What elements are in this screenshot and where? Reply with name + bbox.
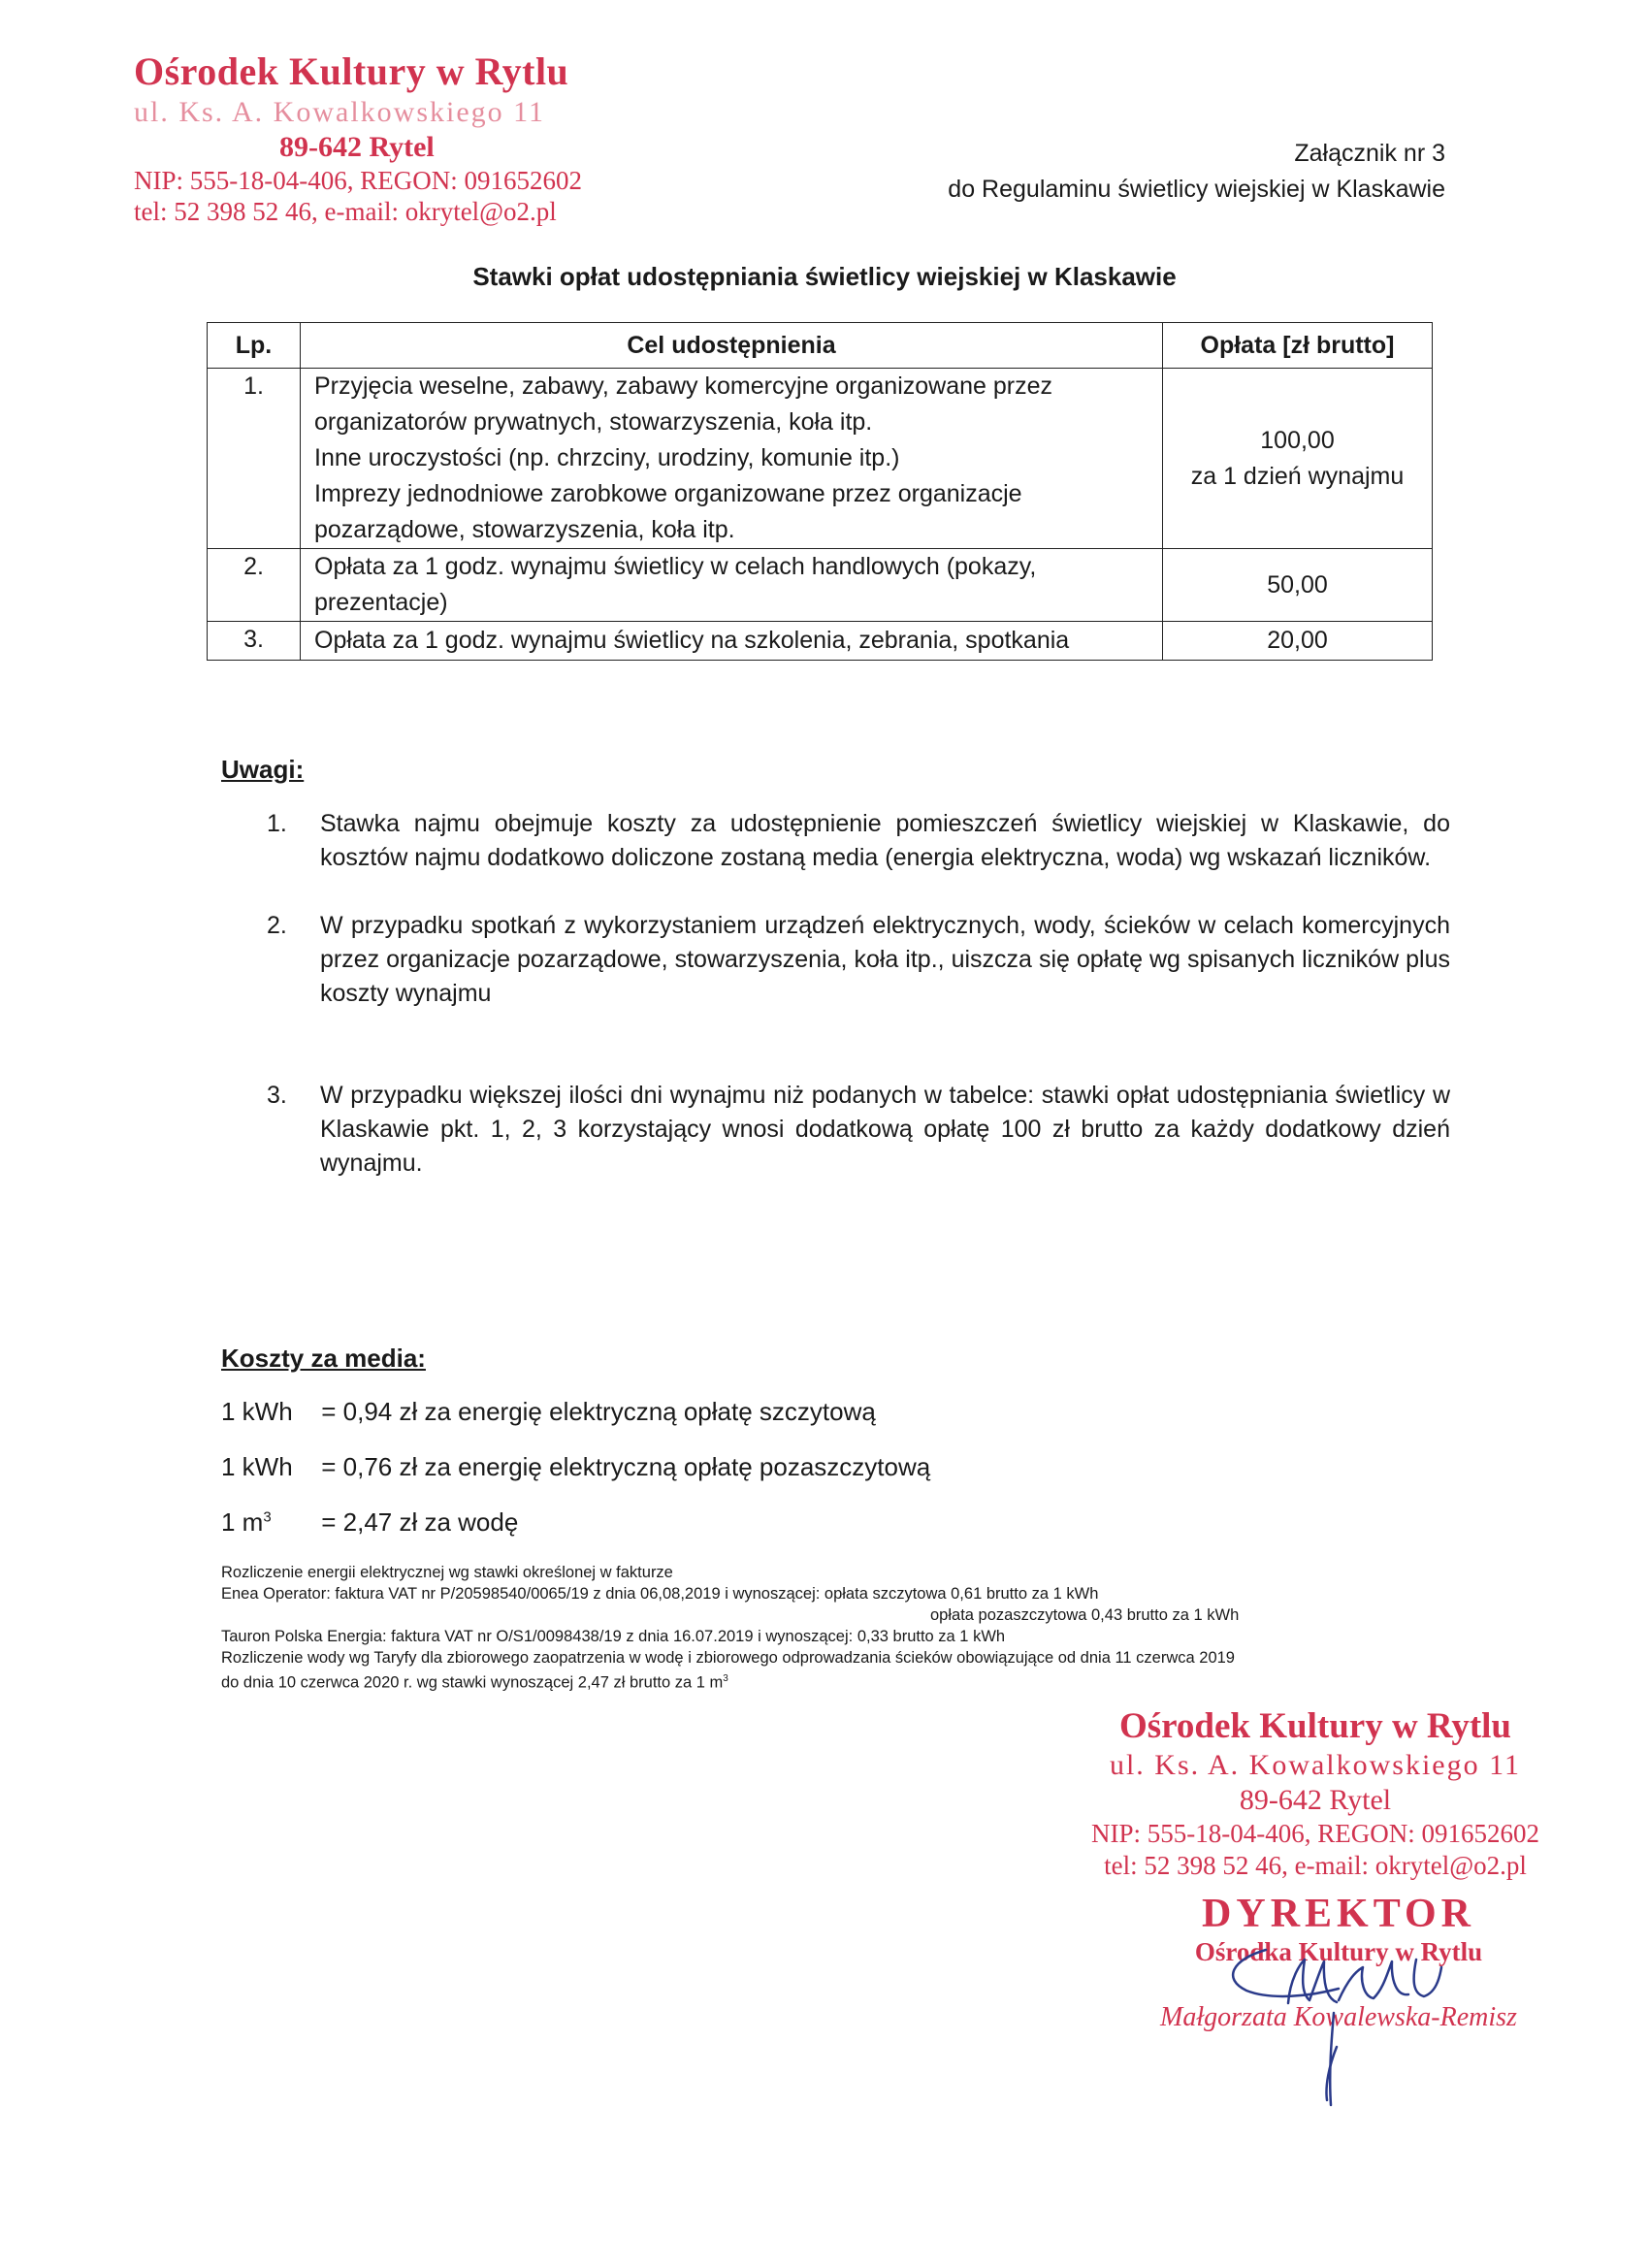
stamp-bottom: [1063, 1705, 1568, 1881]
billing-line: Enea Operator: faktura VAT nr P/20598540/0065/19 z dnia 06,08,2019 i wynoszącej: opłata szczytowa 0,61 brutto za 1 kWh: [221, 1585, 1099, 1603]
note-number: 3.: [267, 1082, 287, 1109]
media-value: = 0,76 zł za energię elektryczną opłatę pozaszczytową: [321, 1452, 931, 1481]
row-fee: 20,00: [1163, 622, 1433, 661]
note-item: [267, 807, 1450, 875]
billing-line: Rozliczenie wody wg Taryfy dla zbiorowego zaopatrzenia w wodę i zbiorowego odprowadzania ścieków obowiązujące od dnia 11 czerwca 2019: [221, 1649, 1235, 1667]
billing-line: Tauron Polska Energia: faktura VAT nr O/S1/0098438/19 z dnia 16.07.2019 i wynoszącej: 0,33 brutto za 1 kWh: [221, 1628, 1006, 1645]
rates-table: [207, 322, 1433, 661]
purpose-line: Imprezy jednodniowe zarobkowe organizowane przez organizacje pozarządowe, stowarzyszenia, koła itp.: [314, 480, 1022, 543]
billing-line: opłata pozaszczytowa 0,43 brutto za 1 kWh: [930, 1606, 1240, 1624]
stamp-top-line1: Ośrodek Kultury w Rytlu: [134, 49, 569, 93]
media-row: [221, 1507, 518, 1538]
note-text: W przypadku spotkań z wykorzystaniem urządzeń elektrycznych, wody, ścieków w celach komercyjnych przez organizacje pozarządowe, stowarzyszenia, koła itp., uiszcza się opłatę wg spisanych liczników plus koszty wynajmu: [320, 912, 1450, 1007]
row-fee: [1163, 369, 1433, 549]
media-value: = 2,47 zł za wodę: [321, 1507, 519, 1537]
director-org: Ośrodka Kultury w Rytlu: [1194, 1937, 1483, 1967]
note-item: [267, 1079, 1450, 1181]
stamp-top: [134, 49, 590, 228]
director-title: DYREKTOR: [1202, 1892, 1475, 1936]
media-row: [221, 1452, 930, 1482]
media-row: [221, 1397, 876, 1427]
purpose-line: Opłata za 1 godz. wynajmu świetlicy na szkolenia, zebrania, spotkania: [314, 627, 1070, 654]
stamp-top-line5: tel: 52 398 52 46, e-mail: okrytel@o2.pl: [134, 197, 557, 227]
stamp-bottom-line2: ul. Ks. A. Kowalkowskiego 11: [1109, 1749, 1522, 1782]
stamp-bottom-line5: tel: 52 398 52 46, e-mail: okrytel@o2.pl: [1104, 1850, 1527, 1880]
purpose-line: Przyjęcia weselne, zabawy, zabawy komercyjne organizowane przez organizatorów prywatnych, stowarzyszenia, koła itp.: [314, 373, 1052, 436]
row-fee: 50,00: [1163, 549, 1433, 622]
notes-list: [267, 807, 1450, 1181]
signature-drawing: [1193, 1921, 1504, 2115]
document-title: Stawki opłat udostępniania świetlicy wiejskiej w Klaskawie: [472, 262, 1177, 291]
media-heading: Koszty za media:: [221, 1344, 426, 1373]
media-unit: 1 kWh: [221, 1452, 293, 1481]
row-purpose: [301, 369, 1163, 549]
media-value: = 0,94 zł za energię elektryczną opłatę szczytową: [321, 1397, 876, 1426]
fee-note: za 1 dzień wynajmu: [1190, 462, 1405, 490]
stamp-bottom-line3: 89-642 Rytel: [1239, 1784, 1392, 1817]
attachment-line1: Załącznik nr 3: [1294, 140, 1445, 167]
row-purpose: [301, 622, 1163, 661]
note-number: 1.: [267, 810, 287, 837]
row-lp: 2.: [208, 549, 301, 622]
stamp-top-line4: NIP: 555-18-04-406, REGON: 091652602: [134, 166, 582, 195]
table-header-row: [208, 323, 1433, 369]
purpose-line: Opłata za 1 godz. wynajmu świetlicy w celach handlowych (pokazy, prezentacje): [314, 553, 1037, 616]
note-item: [267, 909, 1450, 1011]
billing-details: [221, 1562, 1482, 1694]
fee-value: 100,00: [1260, 426, 1335, 454]
table-row: [208, 549, 1433, 622]
attachment-line2: do Regulaminu świetlicy wiejskiej w Klaskawie: [948, 176, 1445, 203]
header-lp: Lp.: [208, 323, 301, 369]
note-text: W przypadku większej ilości dni wynajmu niż podanych w tabelce: stawki opłat udostępniania świetlicy w Klaskawie pkt. 1, 2, 3 korzystający wnosi dodatkową opłatę 100 zł brutto za każdy dodatkowy dzień wynajmu.: [320, 1082, 1450, 1177]
note-text: Stawka najmu obejmuje koszty za udostępnienie pomieszczeń świetlicy wiejskiej w Klaskawie, do kosztów najmu dodatkowo doliczone zostaną media (energia elektryczna, woda) wg wskazań liczników.: [320, 810, 1450, 871]
table-row: [208, 622, 1433, 661]
director-name: Małgorzata Kowalewska-Remisz: [1160, 2001, 1517, 2032]
row-purpose: [301, 549, 1163, 622]
table-row: [208, 369, 1433, 549]
stamp-bottom-line1: Ośrodek Kultury w Rytlu: [1118, 1706, 1512, 1746]
attachment-info: [948, 136, 1445, 208]
note-number: 2.: [267, 912, 287, 939]
row-lp: 3.: [208, 622, 301, 661]
header-purpose: Cel udostępnienia: [301, 323, 1163, 369]
media-unit: 1 kWh: [221, 1397, 293, 1426]
media-unit: 1 $m^3$: [221, 1507, 272, 1537]
stamp-bottom-line4: NIP: 555-18-04-406, REGON: 091652602: [1091, 1819, 1539, 1849]
billing-line: Rozliczenie energii elektrycznej wg stawki określonej w fakturze: [221, 1564, 673, 1581]
header-fee: Opłata [zł brutto]: [1163, 323, 1433, 369]
notes-heading: Uwagi:: [221, 755, 305, 784]
stamp-top-line2: ul. Ks. A. Kowalkowskiego 11: [134, 96, 546, 128]
billing-line: do dnia 10 czerwca 2020 r. wg stawki wynoszącej 2,47 zł brutto za 1 $m^3$: [221, 1673, 728, 1692]
purpose-line: Inne uroczystości (np. chrzciny, urodziny, komunie itp.): [314, 444, 900, 471]
row-lp: 1.: [208, 369, 301, 549]
stamp-top-line3: 89-642 Rytel: [279, 131, 435, 163]
